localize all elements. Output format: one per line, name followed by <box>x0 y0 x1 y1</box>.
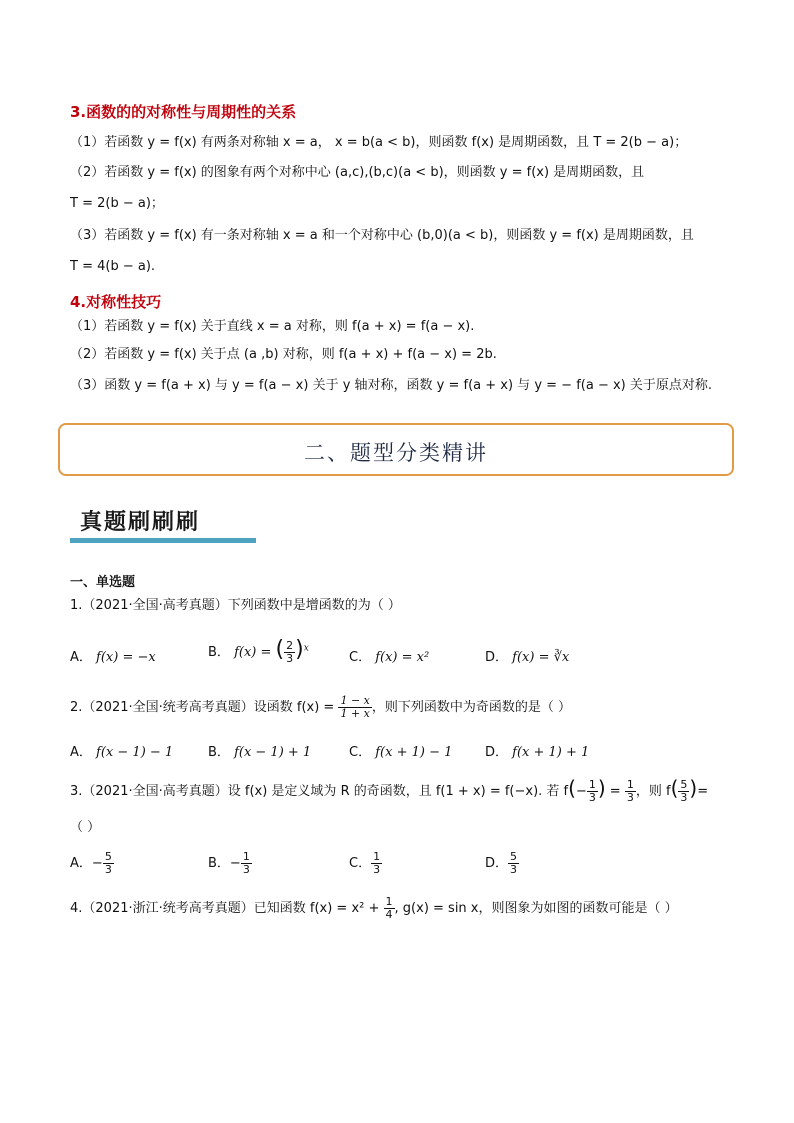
section-4-title: 4.对称性技巧 <box>70 293 162 311</box>
q1-d-label: D． <box>485 650 509 665</box>
q1-a-expr: f(x) = −x <box>96 650 156 665</box>
q3-option-d: D． $\frac{5}{3}$ <box>485 850 518 876</box>
q1-d-expr: f(x) = ∛x <box>512 650 570 665</box>
q1-option-d <box>485 646 569 665</box>
q3-option-c: C． $\frac{1}{3}$ <box>349 850 381 876</box>
q3-frac-1: $\frac{1}{3}$ <box>588 778 596 804</box>
q1-a-label: A． <box>70 650 92 665</box>
q1-c-expr: f(x) = x² <box>375 650 430 665</box>
q1-option-b: B． f(x) = ( $\frac{2}{3}$ )$^x$ <box>208 637 309 665</box>
q3-option-a: A．− $\frac{5}{3}$ <box>70 850 112 876</box>
sec3-line-3b: T = 4(b − a). <box>70 259 156 274</box>
q1-stem: 1.（2021·全国·高考真题）下列函数中是增函数的为（ ） <box>70 598 401 613</box>
q4-stem: 4.（2021·浙江·统考高考真题）已知函数 f(x) = x² + $\frac{1}{4}$ , g(x) = sin x，则图象为如图的函数可能是（ ） <box>70 895 678 921</box>
sec4-line-3: （3）函数 y = f(a + x) 与 y = f(a − x) 关于 y 轴对称，函数 y = f(a + x) 与 y = − f(a − x) 关于原点对称. <box>70 378 712 393</box>
q2-option-b: B． f(x − 1) + 1 <box>208 745 312 760</box>
q1-c-label: C． <box>349 650 372 665</box>
q3-frac-2: $\frac{5}{3}$ <box>680 778 688 804</box>
q1-b-label: B． <box>208 645 230 660</box>
section-banner-title: 二、题型分类精讲 <box>304 441 488 465</box>
q2-stem: 2.（2021·全国·统考高考真题）设函数 f(x) = $\frac{1 - x}{1 + x}$ ，则下列函数中为奇函数的是（ ） <box>70 694 572 720</box>
single-choice-heading: 一、单选题 <box>70 575 136 590</box>
q3-option-b: B．− $\frac{1}{3}$ <box>208 850 250 876</box>
sec3-line-2: （2）若函数 y = f(x) 的图象有两个对称中心 (a,c),(b,c)(a < b)，则函数 y = f(x) 是周期函数，且 <box>70 165 645 180</box>
section-banner <box>58 423 734 476</box>
sec3-line-1: （1）若函数 y = f(x) 有两条对称轴 x = a， x = b(a < b)，则函数 f(x) 是周期函数，且 T = 2(b − a)； <box>70 135 688 150</box>
sec3-line-3: （3）若函数 y = f(x) 有一条对称轴 x = a 和一个对称中心 (b,0)(a < b)，则函数 y = f(x) 是周期函数，且 <box>70 228 694 243</box>
q1-b-pre: f(x) = <box>234 645 276 660</box>
q1-b-exponent: x <box>303 643 309 654</box>
q2-fraction: $\frac{1 - x}{1 + x}$ <box>340 694 370 720</box>
section-3-title: 3.函数的的对称性与周期性的关系 <box>70 103 297 121</box>
q4-fraction: $\frac{1}{4}$ <box>385 895 393 921</box>
q1-option-c <box>349 646 429 665</box>
q2-option-d: D． f(x + 1) + 1 <box>485 745 590 760</box>
sec4-line-2: （2）若函数 y = f(x) 关于点 (a ,b) 对称，则 f(a + x) + f(a − x) = 2b. <box>70 347 497 362</box>
sec3-line-2b: T = 2(b − a)； <box>70 196 164 211</box>
q3-paren: （ ） <box>70 820 101 835</box>
zt-title: 真题刷刷刷 <box>80 510 201 535</box>
q1-b-fraction: $\frac{2}{3}$ <box>286 639 294 665</box>
q2-option-a: A． f(x − 1) − 1 <box>70 745 174 760</box>
q1-option-a <box>70 646 156 665</box>
zt-title-underline <box>70 538 256 543</box>
sec4-line-1: （1）若函数 y = f(x) 关于直线 x = a 对称，则 f(a + x) = f(a − x). <box>70 319 475 334</box>
q3-stem: 3.（2021·全国·高考真题）设 f(x) 是定义域为 R 的奇函数，且 f(1 + x) = f(−x). 若 f(− $\frac{1}{3}$ ) = $\frac{1}{3}$ ，则 f( $\frac{5}{3}$ )= <box>70 776 709 804</box>
q2-option-c: C． f(x + 1) − 1 <box>349 745 453 760</box>
